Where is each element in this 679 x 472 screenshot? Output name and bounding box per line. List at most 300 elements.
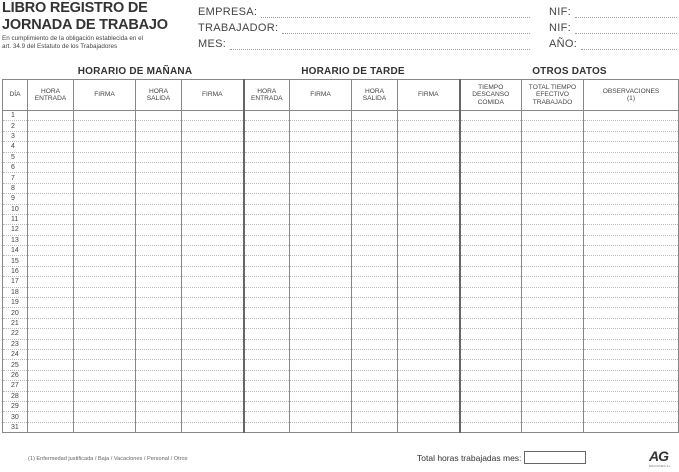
cell-total-tiempo[interactable] [522,194,584,204]
cell-total-tiempo[interactable] [522,142,584,152]
cell-firma-tarde-2[interactable] [398,121,460,131]
cell-hora-salida-manana[interactable] [136,381,182,391]
cell-firma-tarde-1[interactable] [290,381,352,391]
cell-firma-manana-1[interactable] [74,349,136,359]
cell-hora-entrada-tarde[interactable] [244,370,290,380]
cell-hora-salida-manana[interactable] [136,277,182,287]
nif-field-2[interactable] [549,22,677,34]
cell-firma-tarde-1[interactable] [290,194,352,204]
cell-hora-entrada-manana[interactable] [28,370,74,380]
cell-hora-entrada-tarde[interactable] [244,308,290,318]
cell-observaciones[interactable] [584,360,679,370]
cell-hora-entrada-tarde[interactable] [244,152,290,162]
cell-firma-tarde-2[interactable] [398,277,460,287]
cell-tiempo-descanso[interactable] [460,401,522,411]
cell-hora-salida-manana[interactable] [136,121,182,131]
cell-observaciones[interactable] [584,183,679,193]
cell-tiempo-descanso[interactable] [460,381,522,391]
cell-hora-entrada-tarde[interactable] [244,173,290,183]
cell-firma-tarde-1[interactable] [290,318,352,328]
cell-hora-salida-manana[interactable] [136,173,182,183]
cell-firma-manana-1[interactable] [74,246,136,256]
cell-hora-salida-tarde[interactable] [352,152,398,162]
cell-hora-entrada-tarde[interactable] [244,204,290,214]
cell-hora-salida-manana[interactable] [136,162,182,172]
cell-firma-manana-2[interactable] [182,173,244,183]
cell-hora-salida-tarde[interactable] [352,121,398,131]
cell-firma-manana-1[interactable] [74,173,136,183]
cell-observaciones[interactable] [584,111,679,121]
cell-observaciones[interactable] [584,298,679,308]
cell-hora-entrada-manana[interactable] [28,381,74,391]
cell-hora-salida-tarde[interactable] [352,401,398,411]
cell-hora-salida-tarde[interactable] [352,308,398,318]
cell-firma-manana-2[interactable] [182,391,244,401]
cell-firma-manana-2[interactable] [182,298,244,308]
cell-observaciones[interactable] [584,339,679,349]
cell-total-tiempo[interactable] [522,266,584,276]
cell-tiempo-descanso[interactable] [460,152,522,162]
cell-hora-salida-manana[interactable] [136,204,182,214]
cell-total-tiempo[interactable] [522,131,584,141]
cell-hora-entrada-manana[interactable] [28,287,74,297]
cell-firma-manana-1[interactable] [74,266,136,276]
cell-hora-entrada-manana[interactable] [28,308,74,318]
cell-firma-manana-1[interactable] [74,235,136,245]
cell-tiempo-descanso[interactable] [460,111,522,121]
cell-hora-entrada-manana[interactable] [28,360,74,370]
cell-firma-tarde-2[interactable] [398,381,460,391]
cell-firma-manana-2[interactable] [182,121,244,131]
cell-hora-entrada-tarde[interactable] [244,266,290,276]
cell-firma-tarde-1[interactable] [290,131,352,141]
cell-firma-tarde-1[interactable] [290,121,352,131]
cell-observaciones[interactable] [584,121,679,131]
cell-hora-salida-tarde[interactable] [352,214,398,224]
cell-hora-entrada-manana[interactable] [28,173,74,183]
cell-firma-tarde-1[interactable] [290,214,352,224]
cell-tiempo-descanso[interactable] [460,142,522,152]
cell-tiempo-descanso[interactable] [460,204,522,214]
cell-firma-manana-1[interactable] [74,111,136,121]
cell-hora-salida-manana[interactable] [136,298,182,308]
cell-hora-salida-tarde[interactable] [352,298,398,308]
nif-field-1[interactable] [549,6,677,18]
cell-tiempo-descanso[interactable] [460,422,522,432]
cell-hora-entrada-manana[interactable] [28,298,74,308]
cell-firma-manana-2[interactable] [182,225,244,235]
cell-firma-manana-2[interactable] [182,308,244,318]
cell-firma-manana-2[interactable] [182,318,244,328]
cell-hora-entrada-manana[interactable] [28,391,74,401]
cell-hora-entrada-manana[interactable] [28,401,74,411]
cell-hora-salida-tarde[interactable] [352,412,398,422]
cell-tiempo-descanso[interactable] [460,339,522,349]
cell-hora-entrada-tarde[interactable] [244,277,290,287]
cell-hora-entrada-tarde[interactable] [244,225,290,235]
cell-firma-tarde-1[interactable] [290,391,352,401]
cell-hora-salida-tarde[interactable] [352,162,398,172]
cell-tiempo-descanso[interactable] [460,256,522,266]
cell-hora-entrada-manana[interactable] [28,422,74,432]
cell-hora-salida-manana[interactable] [136,214,182,224]
cell-hora-salida-tarde[interactable] [352,225,398,235]
cell-tiempo-descanso[interactable] [460,162,522,172]
cell-firma-tarde-1[interactable] [290,422,352,432]
cell-hora-salida-tarde[interactable] [352,173,398,183]
cell-firma-manana-2[interactable] [182,277,244,287]
cell-hora-entrada-manana[interactable] [28,162,74,172]
cell-firma-manana-2[interactable] [182,256,244,266]
cell-firma-manana-2[interactable] [182,329,244,339]
cell-hora-salida-manana[interactable] [136,308,182,318]
cell-firma-tarde-2[interactable] [398,370,460,380]
cell-hora-salida-tarde[interactable] [352,277,398,287]
cell-hora-entrada-manana[interactable] [28,329,74,339]
cell-total-tiempo[interactable] [522,349,584,359]
cell-hora-salida-manana[interactable] [136,246,182,256]
cell-firma-tarde-1[interactable] [290,266,352,276]
cell-firma-manana-1[interactable] [74,318,136,328]
cell-observaciones[interactable] [584,391,679,401]
cell-tiempo-descanso[interactable] [460,412,522,422]
cell-hora-salida-tarde[interactable] [352,349,398,359]
cell-hora-salida-tarde[interactable] [352,339,398,349]
cell-hora-entrada-manana[interactable] [28,111,74,121]
cell-firma-manana-2[interactable] [182,214,244,224]
cell-hora-entrada-tarde[interactable] [244,246,290,256]
cell-hora-entrada-manana[interactable] [28,339,74,349]
cell-tiempo-descanso[interactable] [460,225,522,235]
cell-observaciones[interactable] [584,142,679,152]
cell-firma-tarde-1[interactable] [290,277,352,287]
cell-firma-tarde-2[interactable] [398,214,460,224]
cell-total-tiempo[interactable] [522,329,584,339]
cell-hora-entrada-tarde[interactable] [244,349,290,359]
cell-firma-tarde-2[interactable] [398,391,460,401]
cell-hora-entrada-tarde[interactable] [244,111,290,121]
cell-observaciones[interactable] [584,318,679,328]
cell-firma-tarde-1[interactable] [290,360,352,370]
cell-firma-manana-1[interactable] [74,381,136,391]
cell-hora-salida-tarde[interactable] [352,318,398,328]
cell-firma-manana-2[interactable] [182,370,244,380]
cell-firma-tarde-1[interactable] [290,287,352,297]
cell-hora-entrada-tarde[interactable] [244,162,290,172]
cell-total-tiempo[interactable] [522,256,584,266]
cell-firma-manana-2[interactable] [182,235,244,245]
cell-firma-manana-1[interactable] [74,225,136,235]
cell-observaciones[interactable] [584,246,679,256]
cell-hora-salida-tarde[interactable] [352,111,398,121]
cell-observaciones[interactable] [584,225,679,235]
cell-total-tiempo[interactable] [522,162,584,172]
cell-total-tiempo[interactable] [522,111,584,121]
cell-hora-entrada-manana[interactable] [28,131,74,141]
cell-firma-tarde-2[interactable] [398,329,460,339]
cell-firma-tarde-1[interactable] [290,183,352,193]
cell-firma-tarde-1[interactable] [290,111,352,121]
cell-hora-entrada-manana[interactable] [28,412,74,422]
cell-hora-entrada-tarde[interactable] [244,360,290,370]
cell-hora-entrada-tarde[interactable] [244,298,290,308]
cell-firma-manana-2[interactable] [182,131,244,141]
cell-total-tiempo[interactable] [522,339,584,349]
cell-hora-entrada-tarde[interactable] [244,287,290,297]
cell-hora-entrada-manana[interactable] [28,349,74,359]
cell-hora-entrada-tarde[interactable] [244,214,290,224]
cell-observaciones[interactable] [584,308,679,318]
cell-firma-manana-1[interactable] [74,412,136,422]
cell-tiempo-descanso[interactable] [460,246,522,256]
trabajador-field[interactable] [198,22,530,34]
cell-hora-salida-tarde[interactable] [352,246,398,256]
cell-firma-manana-1[interactable] [74,401,136,411]
cell-hora-salida-tarde[interactable] [352,194,398,204]
cell-total-tiempo[interactable] [522,391,584,401]
cell-hora-salida-tarde[interactable] [352,266,398,276]
cell-hora-entrada-tarde[interactable] [244,412,290,422]
cell-tiempo-descanso[interactable] [460,298,522,308]
cell-firma-tarde-2[interactable] [398,256,460,266]
cell-firma-manana-1[interactable] [74,339,136,349]
cell-firma-manana-1[interactable] [74,391,136,401]
cell-firma-manana-2[interactable] [182,194,244,204]
cell-firma-manana-2[interactable] [182,360,244,370]
cell-observaciones[interactable] [584,162,679,172]
cell-tiempo-descanso[interactable] [460,391,522,401]
cell-firma-tarde-2[interactable] [398,360,460,370]
cell-observaciones[interactable] [584,287,679,297]
empresa-field[interactable] [198,6,530,18]
cell-firma-tarde-2[interactable] [398,422,460,432]
cell-firma-manana-1[interactable] [74,121,136,131]
cell-hora-salida-tarde[interactable] [352,142,398,152]
cell-firma-tarde-2[interactable] [398,131,460,141]
cell-hora-salida-manana[interactable] [136,266,182,276]
cell-firma-tarde-1[interactable] [290,256,352,266]
cell-observaciones[interactable] [584,349,679,359]
cell-firma-tarde-2[interactable] [398,412,460,422]
cell-hora-salida-manana[interactable] [136,111,182,121]
cell-hora-entrada-tarde[interactable] [244,194,290,204]
cell-firma-tarde-1[interactable] [290,162,352,172]
cell-observaciones[interactable] [584,381,679,391]
cell-firma-manana-1[interactable] [74,131,136,141]
cell-firma-manana-1[interactable] [74,308,136,318]
cell-firma-manana-2[interactable] [182,111,244,121]
cell-total-tiempo[interactable] [522,287,584,297]
cell-firma-tarde-2[interactable] [398,183,460,193]
cell-hora-salida-tarde[interactable] [352,204,398,214]
cell-firma-manana-2[interactable] [182,183,244,193]
cell-firma-tarde-1[interactable] [290,412,352,422]
cell-tiempo-descanso[interactable] [460,121,522,131]
cell-observaciones[interactable] [584,370,679,380]
cell-firma-tarde-1[interactable] [290,225,352,235]
cell-observaciones[interactable] [584,173,679,183]
cell-firma-tarde-1[interactable] [290,298,352,308]
cell-firma-tarde-2[interactable] [398,339,460,349]
cell-firma-tarde-2[interactable] [398,308,460,318]
cell-hora-salida-tarde[interactable] [352,391,398,401]
cell-firma-manana-2[interactable] [182,381,244,391]
cell-observaciones[interactable] [584,329,679,339]
cell-hora-entrada-manana[interactable] [28,142,74,152]
cell-total-tiempo[interactable] [522,225,584,235]
cell-tiempo-descanso[interactable] [460,318,522,328]
cell-hora-salida-manana[interactable] [136,225,182,235]
cell-hora-entrada-tarde[interactable] [244,131,290,141]
cell-hora-salida-manana[interactable] [136,370,182,380]
cell-hora-entrada-manana[interactable] [28,204,74,214]
cell-firma-tarde-1[interactable] [290,246,352,256]
cell-hora-salida-manana[interactable] [136,235,182,245]
cell-hora-entrada-manana[interactable] [28,266,74,276]
cell-observaciones[interactable] [584,412,679,422]
cell-hora-entrada-manana[interactable] [28,277,74,287]
cell-observaciones[interactable] [584,256,679,266]
cell-hora-entrada-tarde[interactable] [244,235,290,245]
cell-total-tiempo[interactable] [522,183,584,193]
cell-total-tiempo[interactable] [522,318,584,328]
cell-firma-manana-2[interactable] [182,339,244,349]
cell-firma-tarde-2[interactable] [398,142,460,152]
cell-hora-entrada-tarde[interactable] [244,256,290,266]
cell-observaciones[interactable] [584,194,679,204]
cell-observaciones[interactable] [584,152,679,162]
cell-tiempo-descanso[interactable] [460,360,522,370]
cell-hora-salida-manana[interactable] [136,339,182,349]
cell-firma-tarde-2[interactable] [398,173,460,183]
cell-tiempo-descanso[interactable] [460,308,522,318]
cell-firma-tarde-1[interactable] [290,142,352,152]
cell-hora-entrada-manana[interactable] [28,246,74,256]
cell-hora-salida-manana[interactable] [136,287,182,297]
cell-firma-tarde-2[interactable] [398,287,460,297]
cell-observaciones[interactable] [584,401,679,411]
cell-hora-salida-tarde[interactable] [352,131,398,141]
cell-total-tiempo[interactable] [522,204,584,214]
cell-firma-tarde-2[interactable] [398,318,460,328]
cell-firma-manana-1[interactable] [74,277,136,287]
cell-observaciones[interactable] [584,235,679,245]
cell-firma-tarde-1[interactable] [290,152,352,162]
cell-firma-manana-1[interactable] [74,360,136,370]
cell-firma-manana-1[interactable] [74,370,136,380]
cell-firma-tarde-1[interactable] [290,204,352,214]
anio-field[interactable] [549,38,677,50]
cell-hora-entrada-manana[interactable] [28,183,74,193]
cell-firma-manana-2[interactable] [182,152,244,162]
cell-firma-manana-1[interactable] [74,162,136,172]
cell-hora-entrada-tarde[interactable] [244,121,290,131]
cell-total-tiempo[interactable] [522,360,584,370]
cell-firma-tarde-2[interactable] [398,152,460,162]
cell-firma-manana-2[interactable] [182,349,244,359]
cell-firma-manana-2[interactable] [182,422,244,432]
cell-firma-manana-1[interactable] [74,256,136,266]
cell-total-tiempo[interactable] [522,152,584,162]
cell-observaciones[interactable] [584,266,679,276]
cell-tiempo-descanso[interactable] [460,266,522,276]
cell-hora-salida-manana[interactable] [136,391,182,401]
cell-total-tiempo[interactable] [522,308,584,318]
cell-observaciones[interactable] [584,204,679,214]
cell-total-tiempo[interactable] [522,214,584,224]
cell-observaciones[interactable] [584,214,679,224]
cell-hora-entrada-tarde[interactable] [244,329,290,339]
cell-firma-manana-1[interactable] [74,287,136,297]
cell-hora-salida-manana[interactable] [136,318,182,328]
cell-firma-tarde-1[interactable] [290,308,352,318]
cell-tiempo-descanso[interactable] [460,194,522,204]
cell-hora-entrada-manana[interactable] [28,318,74,328]
cell-tiempo-descanso[interactable] [460,349,522,359]
cell-firma-manana-1[interactable] [74,422,136,432]
cell-hora-salida-manana[interactable] [136,142,182,152]
cell-tiempo-descanso[interactable] [460,235,522,245]
cell-firma-tarde-2[interactable] [398,162,460,172]
cell-tiempo-descanso[interactable] [460,173,522,183]
cell-hora-entrada-tarde[interactable] [244,339,290,349]
cell-total-tiempo[interactable] [522,422,584,432]
cell-hora-salida-tarde[interactable] [352,329,398,339]
cell-hora-entrada-tarde[interactable] [244,391,290,401]
cell-hora-entrada-manana[interactable] [28,225,74,235]
cell-firma-tarde-2[interactable] [398,225,460,235]
cell-firma-tarde-1[interactable] [290,401,352,411]
cell-hora-salida-manana[interactable] [136,131,182,141]
cell-hora-salida-manana[interactable] [136,360,182,370]
cell-hora-entrada-tarde[interactable] [244,318,290,328]
cell-hora-entrada-manana[interactable] [28,121,74,131]
cell-firma-tarde-2[interactable] [398,204,460,214]
cell-total-tiempo[interactable] [522,412,584,422]
cell-firma-manana-1[interactable] [74,183,136,193]
cell-hora-salida-manana[interactable] [136,152,182,162]
cell-hora-salida-manana[interactable] [136,329,182,339]
cell-firma-manana-1[interactable] [74,204,136,214]
cell-total-tiempo[interactable] [522,121,584,131]
cell-hora-entrada-manana[interactable] [28,256,74,266]
cell-total-tiempo[interactable] [522,277,584,287]
cell-firma-tarde-2[interactable] [398,235,460,245]
cell-hora-salida-manana[interactable] [136,194,182,204]
cell-tiempo-descanso[interactable] [460,131,522,141]
cell-firma-manana-1[interactable] [74,152,136,162]
cell-firma-manana-1[interactable] [74,194,136,204]
cell-firma-manana-2[interactable] [182,401,244,411]
cell-hora-salida-manana[interactable] [136,412,182,422]
cell-hora-entrada-tarde[interactable] [244,142,290,152]
cell-total-tiempo[interactable] [522,381,584,391]
cell-hora-salida-tarde[interactable] [352,422,398,432]
cell-firma-manana-2[interactable] [182,204,244,214]
cell-observaciones[interactable] [584,277,679,287]
cell-hora-salida-manana[interactable] [136,256,182,266]
cell-firma-manana-2[interactable] [182,162,244,172]
cell-observaciones[interactable] [584,131,679,141]
cell-tiempo-descanso[interactable] [460,214,522,224]
cell-firma-tarde-2[interactable] [398,194,460,204]
cell-total-tiempo[interactable] [522,173,584,183]
cell-total-tiempo[interactable] [522,401,584,411]
cell-firma-tarde-2[interactable] [398,401,460,411]
cell-tiempo-descanso[interactable] [460,287,522,297]
mes-field[interactable] [198,38,530,50]
cell-hora-salida-tarde[interactable] [352,287,398,297]
